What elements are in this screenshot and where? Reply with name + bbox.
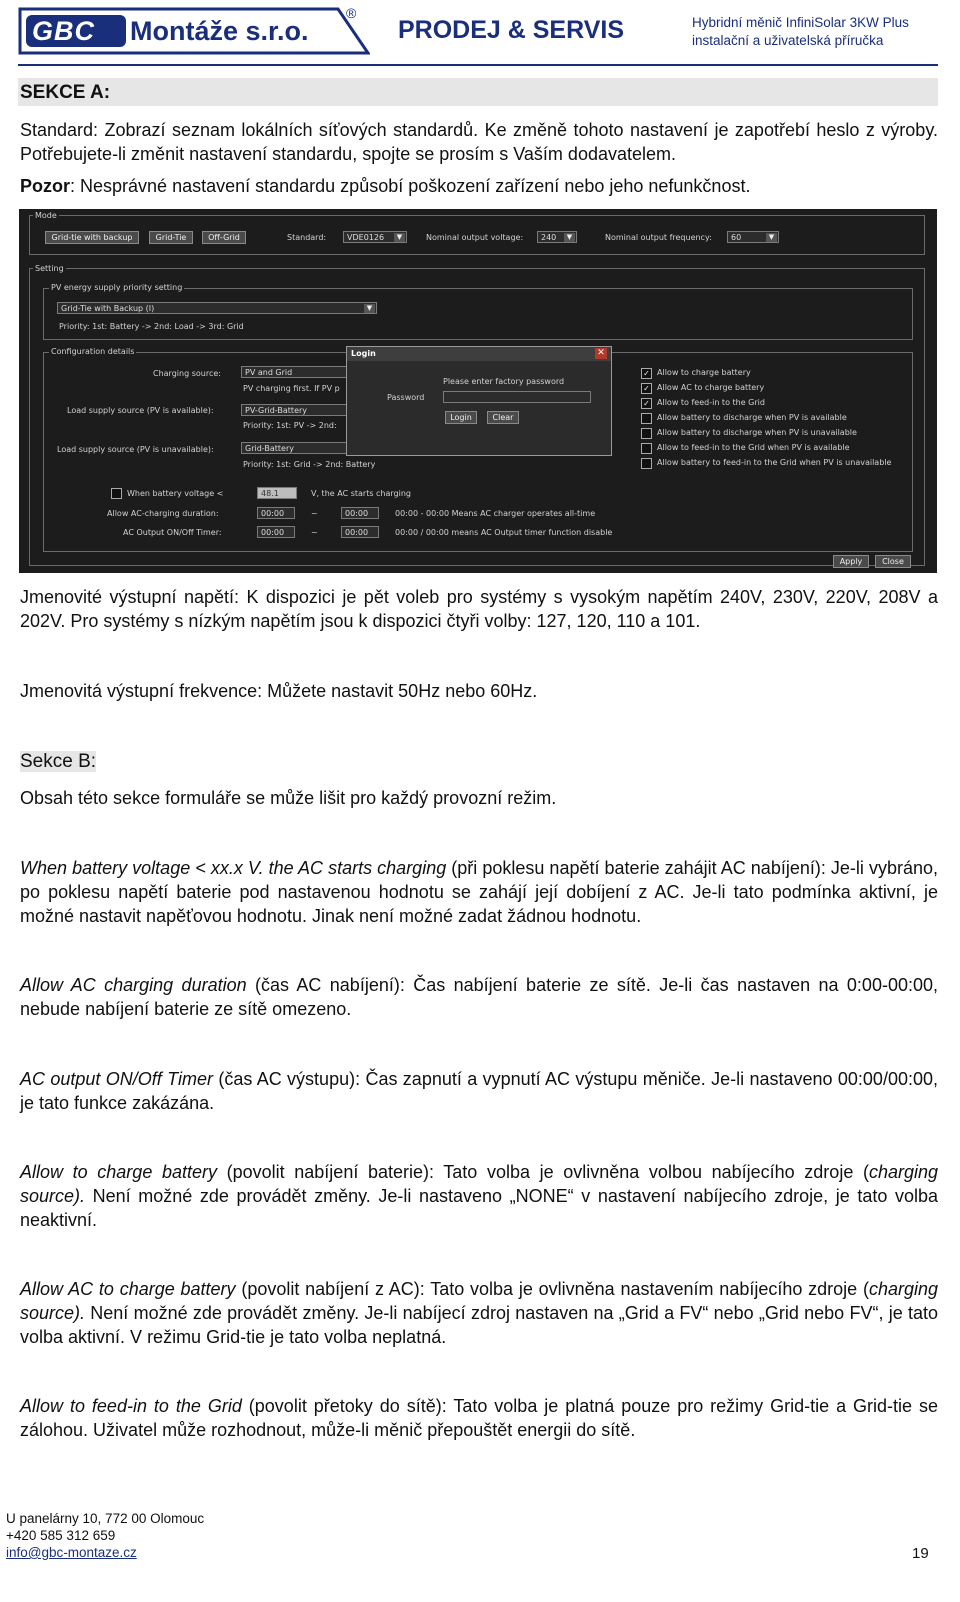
setting-legend: Setting [35, 264, 64, 273]
mode-gridtie-backup-button[interactable]: Grid-tie with backup [45, 231, 139, 244]
pv-priority-legend: PV energy supply priority setting [51, 283, 183, 292]
nominal-voltage-value: 240 [541, 233, 557, 242]
login-dialog-title: Login [351, 349, 376, 358]
header-center-title: PRODEJ & SERVIS [398, 16, 625, 44]
ac-duration-to-value: 00:00 [345, 509, 369, 518]
mode-legend: Mode [35, 211, 57, 220]
nominal-frequency-select[interactable] [727, 231, 779, 243]
term: When battery voltage < xx.x V. the AC starts charging [20, 858, 447, 878]
software-settings-screenshot [19, 209, 937, 573]
ac-duration-description [20, 973, 938, 1021]
allow-feed-in-checkbox[interactable]: ✓ [641, 398, 652, 409]
feed-in-pv-available-label: Allow to feed-in to the Grid when PV is available [657, 443, 850, 452]
registered-mark: ® [346, 5, 357, 21]
load-pv-unavailable-text: Priority: 1st: Grid -> 2nd: Battery [243, 460, 376, 469]
ac-duration-label: Allow AC-charging duration: [107, 509, 219, 518]
section-a-heading: SEKCE A: [20, 82, 111, 103]
close-icon[interactable]: ✕ [595, 348, 607, 359]
ac-duration-to-input[interactable] [341, 507, 379, 519]
pv-priority-dropdown-icon: ▼ [364, 304, 375, 313]
charging-source-value: PV and Grid [245, 368, 293, 377]
standard-value: VDE0126 [347, 233, 385, 242]
footer-address: U panelárny 10, 772 00 Olomouc [6, 1511, 205, 1526]
warning-paragraph [20, 174, 938, 198]
allow-charge-battery-description [20, 1160, 938, 1232]
charging-source-text: PV charging first. If PV p [243, 384, 340, 393]
term: Allow to feed-in to the Grid [20, 1396, 242, 1416]
header-divider [18, 64, 938, 66]
section-b-intro: Obsah této sekce formuláře se může lišit pro každý provozní režim. [20, 788, 557, 808]
nominal-voltage-paragraph: Jmenovité výstupní napětí: K dispozici je pět voleb pro systémy s vysokým napětím 240V, 230V, 220V, 208V a 202V. Pro systémy s nízkým napětím jsou k dispozici čtyři volby: 127, 120, 110 a 101. [20, 587, 938, 631]
header-product: Hybridní měnič InfiniSolar 3KW Plus [692, 15, 909, 30]
frequency-dropdown-icon: ▼ [766, 233, 777, 242]
nominal-voltage-label: Nominal output voltage: [426, 233, 524, 242]
allow-charge-battery-label: Allow to charge battery [657, 368, 751, 377]
battery-discharge-pv-available-checkbox[interactable] [641, 413, 652, 424]
ac-timer-label: AC Output ON/Off Timer: [123, 528, 222, 537]
load-pv-available-text: Priority: 1st: PV -> 2nd: [243, 421, 337, 430]
description-cont: Není možné zde provádět změny. Je-li nabíjecí zdroj nastaven na „Grid a FV“ nebo „Grid nebo FV“, je tato volba aktivní. V režimu Grid-tie je tato volba neplatná. [20, 1303, 938, 1347]
password-label: Password [387, 393, 425, 402]
nominal-frequency-value: 60 [731, 233, 742, 242]
pv-priority-text: Priority: 1st: Battery -> 2nd: Load -> 3rd: Grid [59, 322, 244, 331]
header-doc-info [692, 14, 909, 50]
ac-timer-note: 00:00 / 00:00 means AC Output timer function disable [395, 528, 613, 537]
nominal-voltage-select[interactable] [537, 231, 577, 243]
ac-duration-from-input[interactable] [257, 507, 295, 519]
ac-timer-from-value: 00:00 [261, 528, 285, 537]
description: (povolit přetoky do sítě): Tato volba je platná pouze pro režimy Grid-tie a Grid-tie se zálohou. Uživatel může rozhodnout, může-li měnič přepouštět energii do sítě. [20, 1396, 938, 1440]
warning-text: : Nesprávné nastavení standardu způsobí poškození zařízení nebo jeho nefunkčnost. [70, 176, 751, 196]
mode-offgrid-button[interactable]: Off-Grid [202, 231, 246, 244]
configuration-legend: Configuration details [51, 347, 135, 356]
term: AC output ON/Off Timer [20, 1069, 213, 1089]
term: Allow AC charging duration [20, 975, 247, 995]
login-button[interactable]: Login [445, 411, 477, 424]
description-cont: Není možné zde provádět změny. Je-li nastaveno „NONE“ v nastavení nabíjecího zdroje, je tato volba neaktivní. [20, 1186, 938, 1230]
description: (při poklesu napětí baterie zahájit AC nabíjení): Je-li vybráno, po poklesu napětí baterie pod nastavenou hodnotu se zahájí její dobíjení z AC. Je-li tato podmínka aktivní, je možné nastavit napěťovou hodnotu. Jinak není možné zadat žádnou hodnotu. [20, 858, 938, 926]
standard-select[interactable] [343, 231, 407, 243]
load-pv-unavailable-label: Load supply source (PV is unavailable): [57, 445, 214, 454]
company-logo [18, 7, 370, 55]
charging-source-label: Charging source: [153, 369, 221, 378]
ac-duration-separator: ~ [311, 509, 318, 518]
section-b-heading-row [20, 749, 938, 774]
ac-duration-note: 00:00 - 00:00 Means AC charger operates all-time [395, 509, 596, 518]
pv-priority-frame [43, 288, 913, 340]
logo-name: Montáže s.r.o. [130, 16, 309, 46]
description: (povolit nabíjení z AC): Tato volba je ovlivněna nastavením nabíjecího zdroje ( [235, 1279, 869, 1299]
load-pv-available-value: PV-Grid-Battery [245, 406, 308, 415]
ac-timer-to-value: 00:00 [345, 528, 369, 537]
battery-voltage-description [20, 856, 938, 928]
mode-gridtie-button[interactable]: Grid-Tie [149, 231, 193, 244]
charging-source-select[interactable] [241, 366, 351, 378]
battery-feed-in-pv-unavailable-label: Allow battery to feed-in to the Grid when PV is unavailable [657, 458, 892, 467]
description: (čas AC výstupu): Čas zapnutí a vypnutí AC výstupu měniče. Je-li nastaveno 00:00/00:00, je tato funkce zakázána. [20, 1069, 938, 1113]
apply-button[interactable]: Apply [833, 555, 869, 568]
ac-timer-separator: ~ [311, 528, 318, 537]
standard-dropdown-icon: ▼ [394, 233, 405, 242]
term-charging-source: charging source). [20, 1279, 938, 1323]
ac-timer-from-input[interactable] [257, 526, 295, 538]
login-dialog-titlebar [347, 347, 611, 361]
ac-timer-description [20, 1067, 938, 1115]
allow-ac-charge-checkbox[interactable]: ✓ [641, 383, 652, 394]
nominal-frequency-label: Nominal output frequency: [605, 233, 712, 242]
term: Allow to charge battery [20, 1162, 217, 1182]
load-pv-unavailable-value: Grid-Battery [245, 444, 294, 453]
allow-ac-charge-description [20, 1277, 938, 1349]
warning-label: Pozor [20, 176, 71, 196]
section-b-heading: Sekce B: [20, 751, 97, 772]
standard-label: Standard: [287, 233, 327, 242]
pv-priority-select[interactable] [57, 302, 377, 314]
description: (čas AC nabíjení): Čas nabíjení baterie ze sítě. Je-li čas nastaven na 0:00-00:00, nebude nabíjení baterie ze sítě omezeno. [20, 975, 938, 1019]
description: (povolit nabíjení baterie): Tato volba je ovlivněna volbou nabíjecího zdroje ( [216, 1162, 869, 1182]
footer-contacts [6, 1510, 204, 1561]
battery-voltage-text: V, the AC starts charging [311, 489, 412, 498]
section-a-heading-bar [18, 78, 938, 106]
close-button[interactable]: Close [875, 555, 911, 568]
battery-discharge-pv-unavailable-checkbox[interactable] [641, 428, 652, 439]
battery-feed-in-pv-unavailable-checkbox[interactable] [641, 458, 652, 469]
load-pv-available-select[interactable] [241, 404, 351, 416]
footer-email-link[interactable]: info@gbc-montaze.cz [6, 1545, 137, 1560]
battery-voltage-input[interactable] [257, 487, 297, 499]
logo-brand: GBC [32, 16, 95, 46]
login-prompt: Please enter factory password [443, 377, 565, 386]
battery-voltage-checkbox[interactable] [111, 488, 122, 499]
battery-discharge-pv-available-label: Allow battery to discharge when PV is available [657, 413, 847, 422]
header-doc-type: instalační a uživatelská příručka [692, 33, 884, 48]
pv-priority-value: Grid-Tie with Backup (I) [61, 304, 155, 313]
battery-voltage-label: When battery voltage < [127, 489, 224, 498]
feed-in-pv-available-checkbox[interactable] [641, 443, 652, 454]
allow-feed-in-label: Allow to feed-in to the Grid [657, 398, 765, 407]
allow-ac-charge-label: Allow AC to charge battery [657, 383, 765, 392]
term-charging-source: charging source). [20, 1162, 938, 1206]
voltage-dropdown-icon: ▼ [564, 233, 575, 242]
battery-discharge-pv-unavailable-label: Allow battery to discharge when PV is unavailable [657, 428, 857, 437]
page-number: 19 [912, 1545, 929, 1562]
password-input[interactable] [443, 391, 591, 403]
nominal-frequency-paragraph: Jmenovitá výstupní frekvence: Můžete nastavit 50Hz nebo 60Hz. [20, 681, 538, 701]
clear-button[interactable]: Clear [487, 411, 519, 424]
footer-phone: +420 585 312 659 [6, 1528, 116, 1543]
standard-paragraph: Standard: Zobrazí seznam lokálních síťových standardů. Ke změně tohoto nastavení je zapotřebí heslo z výroby. Potřebujete-li změnit nastavení standardu, spojte se prosím s Vaším dodavatelem. [20, 120, 938, 164]
login-dialog [346, 346, 612, 456]
term: Allow AC to charge battery [20, 1279, 236, 1299]
allow-feed-in-description [20, 1394, 938, 1442]
ac-duration-from-value: 00:00 [261, 509, 285, 518]
battery-voltage-value: 48.1 [261, 489, 279, 498]
ac-timer-to-input[interactable] [341, 526, 379, 538]
load-pv-available-label: Load supply source (PV is available): [67, 406, 214, 415]
allow-charge-battery-checkbox[interactable]: ✓ [641, 368, 652, 379]
